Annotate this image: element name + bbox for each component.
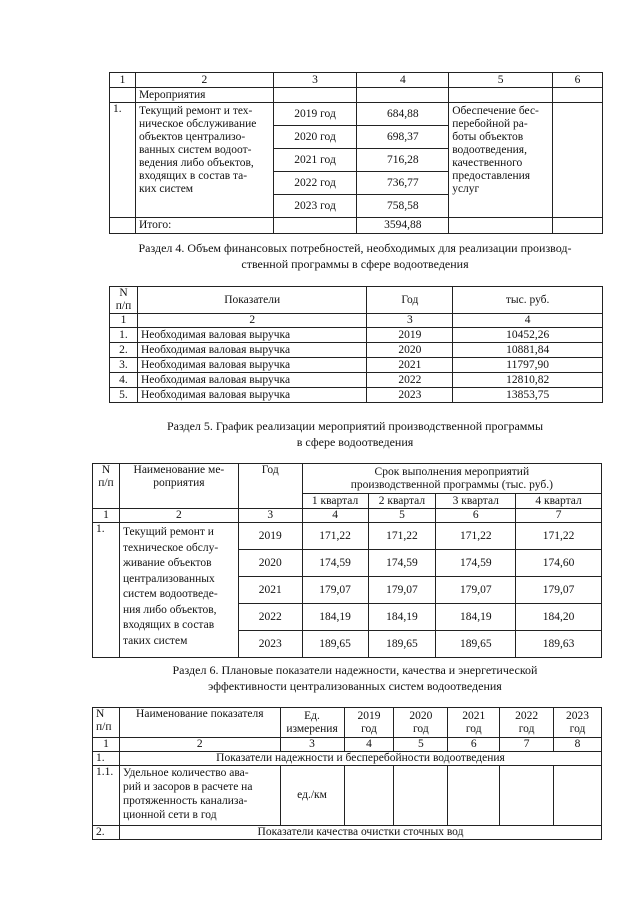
year-cell: 2023 — [238, 631, 302, 658]
col-number: 1 — [110, 314, 138, 328]
table-section6 — [92, 707, 602, 840]
header-year: Год — [238, 464, 302, 509]
quarter-value: 179,07 — [516, 577, 602, 604]
item-number: 1. — [110, 103, 136, 218]
row-value: 12810,82 — [453, 373, 603, 388]
header-year: 2022 год — [500, 708, 554, 738]
group-number: 1. — [93, 752, 120, 766]
table-measures — [109, 72, 603, 234]
table-section4 — [109, 286, 603, 403]
group-title: Показатели качества очистки сточных вод — [119, 826, 601, 840]
col-number: 3 — [238, 509, 302, 523]
row-name: Необходимая валовая выручка — [137, 358, 367, 373]
quarter-value: 179,07 — [302, 577, 368, 604]
year-cell: 2019 год — [273, 103, 357, 126]
col-number: 3 — [367, 314, 453, 328]
quarter-value: 174,59 — [368, 550, 436, 577]
group-title: Показатели надежности и бесперебойности водоотведения — [119, 752, 601, 766]
header-n: N п/п — [93, 708, 120, 738]
row-name: Необходимая валовая выручка — [137, 388, 367, 403]
quarter-value: 189,65 — [368, 631, 436, 658]
item-name: Текущий ремонт и тех- ническое обслуживание объектов централизо- ванных систем водоот- ведения либо объектов, входящих в состав та- ких систем — [135, 103, 273, 218]
header-year: 2020 год — [394, 708, 448, 738]
row-year: 2023 — [367, 388, 453, 403]
col-number: 5 — [449, 73, 553, 88]
row-value: 13853,75 — [453, 388, 603, 403]
value-cell: 716,28 — [357, 149, 449, 172]
quarter-value: 184,19 — [368, 604, 436, 631]
value-cell: 758,58 — [357, 195, 449, 218]
row-year: 2019 — [367, 328, 453, 343]
group-number: 2. — [93, 826, 120, 840]
col-number: 8 — [554, 738, 602, 752]
total-value: 3594,88 — [357, 218, 449, 234]
group-row — [93, 826, 602, 840]
row-name: Необходимая валовая выручка — [137, 343, 367, 358]
table-row — [110, 358, 603, 373]
result-cell: Обеспечение бес- перебойной ра- боты объектов водоотведения, качественного предоставления услуг — [449, 103, 553, 218]
section5-title: Раздел 5. График реализации мероприятий производственной программы в сфере водоотведения — [166, 419, 544, 449]
row-name: Необходимая валовая выручка — [137, 373, 367, 388]
quarter-value: 174,59 — [302, 550, 368, 577]
item-unit: ед./км — [280, 766, 344, 826]
col-number: 3 — [280, 738, 344, 752]
col-number: 4 — [357, 73, 449, 88]
quarter-value: 171,22 — [302, 523, 368, 550]
header-n: N п/п — [93, 464, 120, 509]
year-cell: 2020 — [238, 550, 302, 577]
header-year: 2021 год — [448, 708, 500, 738]
col-number: 3 — [273, 73, 357, 88]
col-number: 4 — [344, 738, 394, 752]
col-number: 4 — [302, 509, 368, 523]
quarter-value: 179,07 — [436, 577, 516, 604]
table-header-row — [110, 73, 603, 88]
section6-title: Раздел 6. Плановые показатели надежности, качества и энергетической эффективности централизованных систем водоотведения — [172, 663, 538, 693]
header-year: Год — [367, 287, 453, 314]
quarter-value: 174,60 — [516, 550, 602, 577]
header-year: 2023 год — [554, 708, 602, 738]
header-term: Срок выполнения мероприятий производственной программы (тыс. руб.) — [302, 464, 601, 494]
group-row — [93, 752, 602, 766]
quarter-value: 189,65 — [436, 631, 516, 658]
total-row — [110, 218, 603, 234]
row-value: 10881,84 — [453, 343, 603, 358]
col-number: 2 — [119, 509, 238, 523]
quarter-value: 189,65 — [302, 631, 368, 658]
year-cell: 2019 — [238, 523, 302, 550]
value-cell: 684,88 — [357, 103, 449, 126]
row-value: 10452,26 — [453, 328, 603, 343]
quarter-value: 174,59 — [436, 550, 516, 577]
row-number: 3. — [110, 358, 138, 373]
table-row — [110, 343, 603, 358]
section4-title: Раздел 4. Объем финансовых потребностей, необходимых для реализации производ- ственной программы в сфере водоотведения — [138, 241, 572, 271]
item-number: 1. — [93, 523, 120, 658]
col-number: 1 — [93, 509, 120, 523]
row-number: 5. — [110, 388, 138, 403]
col-number: 6 — [553, 73, 603, 88]
item-name: Удельное количество ава- рий и засоров в расчете на протяженность канализа- ционной сети в год — [119, 766, 280, 826]
header-quarter: 4 квартал — [516, 494, 602, 509]
header-year: 2019 год — [344, 708, 394, 738]
col-number: 6 — [448, 738, 500, 752]
table-section5 — [92, 463, 602, 658]
table-row — [110, 328, 603, 343]
quarter-value: 179,07 — [368, 577, 436, 604]
value-cell: 698,37 — [357, 126, 449, 149]
value-cell: 736,77 — [357, 172, 449, 195]
row-number: 4. — [110, 373, 138, 388]
row-year: 2022 — [367, 373, 453, 388]
col-number: 7 — [516, 509, 602, 523]
row-number: 2. — [110, 343, 138, 358]
header-value: тыс. руб. — [453, 287, 603, 314]
year-cell: 2021 год — [273, 149, 357, 172]
table-row — [110, 373, 603, 388]
header-indicators: Показатели — [137, 287, 367, 314]
row-value: 11797,90 — [453, 358, 603, 373]
col-number: 5 — [368, 509, 436, 523]
item-number: 1.1. — [93, 766, 120, 826]
col-number: 4 — [453, 314, 603, 328]
row-year: 2020 — [367, 343, 453, 358]
col-number: 2 — [137, 314, 367, 328]
col-number: 1 — [110, 73, 136, 88]
header-indicator-name: Наименование показателя — [119, 708, 280, 738]
header-quarter: 1 квартал — [302, 494, 368, 509]
col-number: 2 — [135, 73, 273, 88]
header-unit: Ед. измерения — [280, 708, 344, 738]
table-row — [93, 766, 602, 826]
header-n: N п/п — [110, 287, 138, 314]
quarter-value: 189,63 — [516, 631, 602, 658]
year-cell: 2023 год — [273, 195, 357, 218]
section-label: Мероприятия — [135, 88, 273, 103]
quarter-value: 184,20 — [516, 604, 602, 631]
quarter-value: 184,19 — [302, 604, 368, 631]
col-number: 7 — [500, 738, 554, 752]
year-cell: 2021 — [238, 577, 302, 604]
year-cell: 2022 — [238, 604, 302, 631]
header-measure-name: Наименование ме- роприятия — [119, 464, 238, 509]
col-number: 6 — [436, 509, 516, 523]
col-number: 5 — [394, 738, 448, 752]
header-quarter: 3 квартал — [436, 494, 516, 509]
row-year: 2021 — [367, 358, 453, 373]
col-number: 1 — [93, 738, 120, 752]
quarter-value: 184,19 — [436, 604, 516, 631]
year-cell: 2022 год — [273, 172, 357, 195]
quarter-value: 171,22 — [368, 523, 436, 550]
item-name: Текущий ремонт и техническое обслу- живание объектов централизованных систем водоотведе- ния либо объектов, входящих в состав таких систем — [119, 523, 238, 658]
year-cell: 2020 год — [273, 126, 357, 149]
header-quarter: 2 квартал — [368, 494, 436, 509]
table-row — [110, 388, 603, 403]
col-number: 2 — [119, 738, 280, 752]
row-name: Необходимая валовая выручка — [137, 328, 367, 343]
total-label: Итого: — [135, 218, 273, 234]
quarter-value: 171,22 — [516, 523, 602, 550]
quarter-value: 171,22 — [436, 523, 516, 550]
row-number: 1. — [110, 328, 138, 343]
